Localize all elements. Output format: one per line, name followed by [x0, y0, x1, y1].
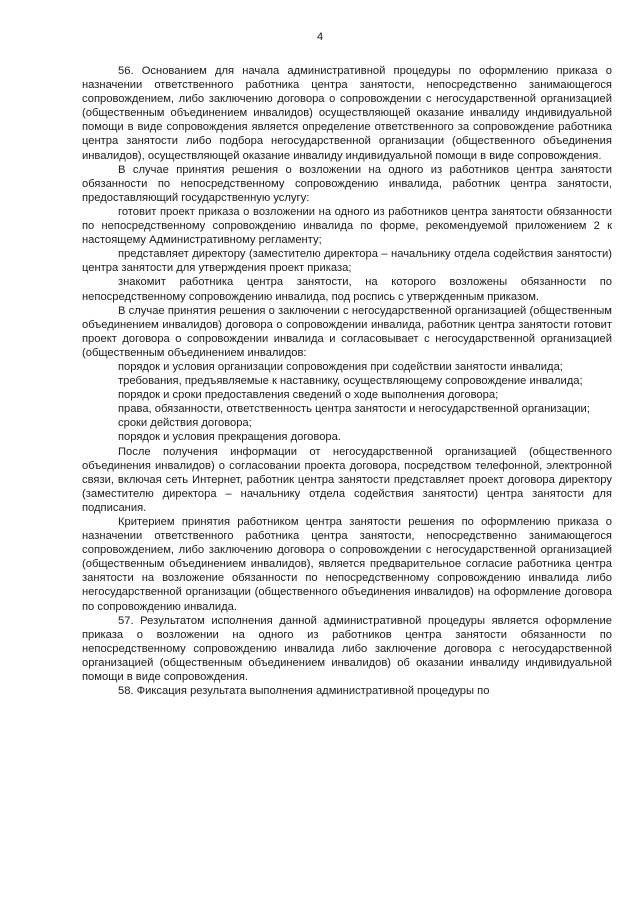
- paragraph: В случае принятия решения о заключении с негосударственной организацией (общественным объединением инвалидов) договора о сопровождении инвалида, работник центра занятости готовит проект договора о сопровождении инвалида и согласовывает с негосударственной организацией (общественным объединением инвалидов:: [82, 304, 612, 359]
- paragraph: 56. Основанием для начала административной процедуры по оформлению приказа о назначении ответственного работника центра занятости, непосредственно занимающегося сопровождением, либо заключению договора о сопровождении с негосударственной организацией (общественным объединением инвалидов) осуществляющей оказание инвалиду индивидуальной помощи в виде сопровождения является определение ответственного за сопровождение работника центра занятости либо подбора негосударственной организации (общественного объединения инвалидов), осуществляющей оказание инвалиду индивидуальной помощи в виде сопровождения.: [82, 65, 612, 162]
- paragraph: В случае принятия решения о возложении на одного из работников центра занятости обязанности по непосредственному сопровождению инвалида, работник центра занятости, предоставляющий государственную услугу:: [82, 163, 612, 204]
- page-number: 4: [316, 31, 324, 43]
- paragraph: 57. Результатом исполнения данной административной процедуры является оформление приказа о возложении на одного из работников центра занятости обязанности по непосредственному сопровождению инвалида либо заключение договора с негосударственной организацией (общественным объединением инвалидов) об оказании инвалиду индивидуальной помощи в виде сопровождения.: [82, 614, 612, 684]
- paragraph: знакомит работника центра занятости, на которого возложены обязанности по непосредственному сопровождению инвалида, под роспись с утвержденным приказом.: [82, 276, 612, 303]
- paragraph: представляет директору (заместителю директора – начальнику отдела содействия занятости) центра занятости для утверждения проект приказа;: [82, 248, 612, 275]
- paragraph: порядок и условия организации сопровождения при содействии занятости инвалида;: [118, 360, 563, 373]
- paragraph: требования, предъявляемые к наставнику, осуществляющему сопровождение инвалида;: [118, 375, 583, 388]
- paragraph: готовит проект приказа о возложении на одного из работников центра занятости обязанности по непосредственному сопровождению инвалида по форме, рекомендуемой приложением 2 к настоящему Административному регламенту;: [82, 205, 612, 247]
- paragraph: порядок и условия прекращения договора.: [118, 431, 341, 444]
- paragraph: порядок и сроки предоставления сведений о ходе выполнения договора;: [118, 389, 499, 402]
- paragraph: После получения информации от негосударственной организацией (общественного объединения инвалидов) о согласовании проекта договора, посредством телефонной, электронной связи, включая сеть Интернет, работник центра занятости представляет проект договора директору (заместителю директора – начальнику отдела содействия занятости) центра занятости для подписания.: [82, 445, 612, 514]
- document-body: [82, 64, 612, 698]
- paragraph: 58. Фиксация результата выполнения административной процедуры по: [118, 685, 490, 698]
- paragraph: сроки действия договора;: [118, 417, 252, 430]
- paragraph: Критерием принятия работником центра занятости решения по оформлению приказа о назначении ответственного работника центра занятости, непосредственно занимающегося сопровождением, либо заключению договора о сопровождении с негосударственной организацией (общественным объединением инвалидов), является предварительное согласие работника центра занятости на возложение обязанности по непосредственному сопровождению инвалида либо негосударственной организации (общественного объединения инвалидов) на оформление договора по сопровождению инвалида.: [82, 516, 612, 613]
- paragraph: права, обязанности, ответственность центра занятости и негосударственной организации;: [118, 403, 590, 416]
